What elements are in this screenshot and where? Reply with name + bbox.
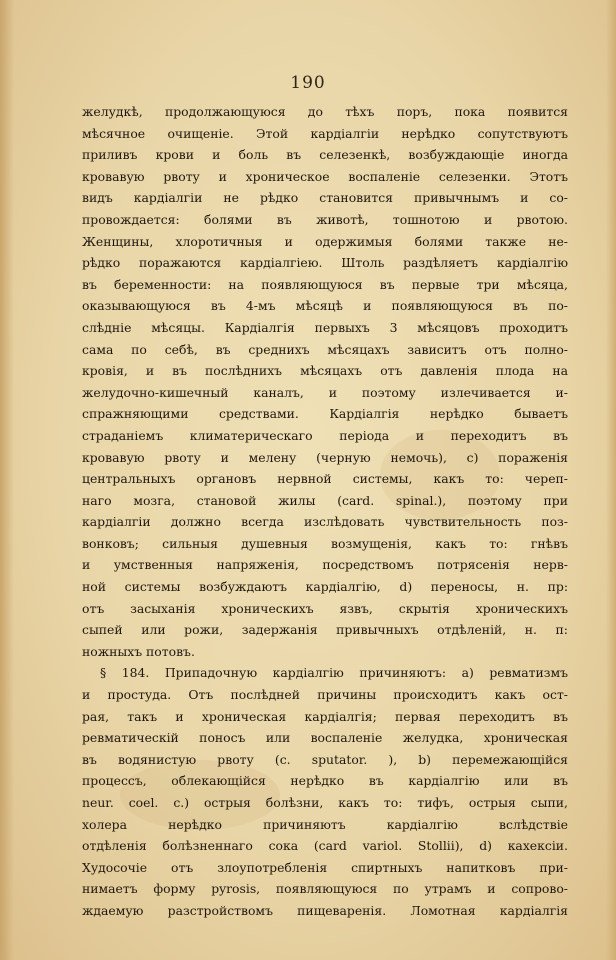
text-line: отдѣленія болѣзненнаго сока (card variol. Stollii), d) кахексіи. [82, 838, 568, 854]
page-number: 190 [290, 73, 326, 93]
text-line: Худосочіе отъ злоупотребленія спиртныхъ напитковъ при- [82, 859, 568, 875]
text-line: мѣсячное очищеніе. Этой кардіалгіи нерѣдко сопутствуютъ [82, 125, 568, 141]
text-line: въ беременности: на появляющуюся въ первые три мѣсяца, [82, 276, 568, 292]
text-line: сыпей или рожи, задержанія привычныхъ отдѣленій, н. п: [82, 622, 568, 638]
body-text [82, 101, 568, 922]
text-line: Женщины, хлоротичныя и одержимыя болями также не- [82, 233, 568, 249]
text-line: ревматическій поносъ или воспаленіе желудка, хроническая [82, 730, 568, 746]
text-line: холера нерѣдко причиняютъ кардіалгію вслѣдствіе [82, 816, 568, 832]
text-line: страданіемъ климатерическаго періода и переходитъ въ [82, 427, 568, 443]
text-line: кровавую рвоту и хроническое воспаленіе селезенки. Этотъ [82, 168, 568, 184]
text-line: кровія, и въ послѣднихъ мѣсяцахъ отъ давленія плода на [82, 363, 568, 379]
text-line: наго мозга, становой жилы (card. spinal.), поэтому при [82, 492, 568, 508]
text-line: приливъ крови и боль въ селезенкѣ, возбуждающіе иногда [82, 147, 568, 163]
text-line: спражняющими средствами. Кардіалгія нерѣдко бываетъ [82, 406, 568, 422]
text-line: въ водянистую рвоту (c. sputator. ), b) перемежающійся [82, 751, 568, 767]
text-line: сама по себѣ, въ среднихъ мѣсяцахъ зависитъ отъ полно- [82, 341, 568, 357]
text-line: провождается: болями въ животѣ, тошнотою и рвотою. [82, 211, 568, 227]
section-heading-line: § 184. Припадочную кардіалгію причиняютъ: a) ревматизмъ [100, 665, 568, 681]
text-line: процессъ, облекающійся нерѣдко въ кардіалгію или въ [82, 773, 568, 789]
text-line: neur. coel. c.) острыя болѣзни, какъ то: тифъ, острыя сыпи, [82, 795, 568, 810]
text-line: центральныхъ органовъ нервной системы, какъ то: череп- [82, 471, 568, 487]
page-edge-right [606, 0, 616, 960]
text-line: и умственныя напряженія, посредствомъ потрясенія нерв- [82, 557, 568, 573]
text-line: ждаемую разстройствомъ пищеваренія. Ломотная кардіалгія [82, 902, 568, 918]
text-line: ной системы возбуждаютъ кардіалгію, d) переносы, н. пр: [82, 579, 568, 595]
text-line: кровавую рвоту и мелену (черную немочь), c) пораженія [82, 449, 568, 465]
text-line: отъ засыханія хроническихъ язвъ, скрытія хроническихъ [82, 600, 568, 616]
text-line: нимаетъ форму pyrosis, появляющуюся по утрамъ и сопрово- [82, 881, 568, 897]
text-line: рѣдко поражаются кардіалгіею. Штоль раздѣляетъ кардіалгію [82, 255, 568, 271]
text-line: слѣдніе мѣсяцы. Кардіалгія первыхъ 3 мѣсяцовъ проходитъ [82, 319, 568, 335]
text-line: вонковъ; сильныя душевныя возмущенія, какъ то: гнѣвъ [82, 535, 568, 551]
text-line: ножныхъ потовъ. [82, 643, 195, 659]
text-line: оказывающуюся въ 4-мъ мѣсяцѣ и появляющуюся въ по- [82, 298, 568, 314]
text-line: желудочно-кишечный каналъ, и поэтому излечивается и- [82, 384, 568, 400]
text-line: кардіалгіи должно всегда изслѣдовать чувствительность поз- [82, 514, 568, 530]
text-line: и простуда. Отъ послѣдней причины происходитъ какъ ост- [82, 687, 568, 703]
text-line: желудкѣ, продолжающуюся до тѣхъ поръ, пока появится [82, 104, 568, 119]
text-line: видъ кардіалгіи не рѣдко становится привычнымъ и со- [82, 190, 568, 206]
page-edge-left [0, 0, 14, 960]
text-line: рая, такъ и хроническая кардіалгія; первая переходитъ въ [82, 708, 568, 724]
